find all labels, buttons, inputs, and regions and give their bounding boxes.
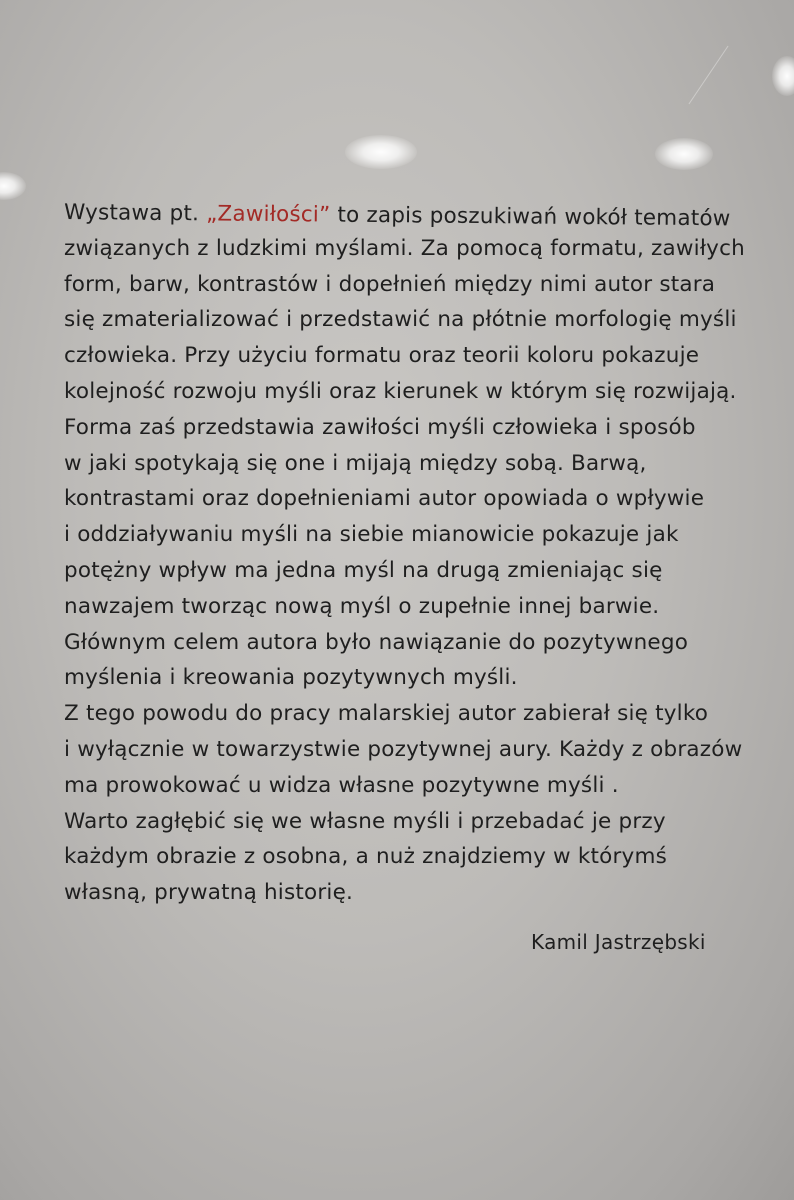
exhibition-title: „Zawiłości” (206, 201, 331, 228)
ceiling-light-reflection (345, 135, 417, 169)
description-line: człowieka. Przy użyciu formatu oraz teorii koloru pokazuje (64, 343, 700, 369)
ceiling-light-reflection (0, 172, 26, 200)
description-intro: Wystawa pt. (63, 200, 207, 227)
description-line: Warto zagłębić się we własne myśli i przebadać je przy (64, 808, 666, 834)
description-line: własną, prywatną historię. (64, 880, 354, 906)
description-line: kontrastami oraz dopełnieniami autor opowiada o wpływie (64, 486, 705, 512)
description-intro-rest: to zapis poszukiwań wokół tematów (330, 202, 731, 232)
description-line: związanych z ludzkimi myślami. Za pomocą formatu, zawiłych (64, 235, 745, 261)
exhibition-description (63, 195, 745, 911)
author-signature: Kamil Jastrzębski (531, 930, 706, 954)
description-line: Forma zaś przedstawia zawiłości myśli człowieka i sposób (64, 414, 696, 440)
description-line: w jaki spotykają się one i mijają między sobą. Barwą, (64, 450, 647, 476)
description-line: każdym obrazie z osobna, a nuż znajdziemy w którymś (64, 844, 668, 870)
description-line: i oddziaływaniu myśli na siebie mianowicie pokazuje jak (64, 522, 679, 548)
description-line: myślenia i kreowania pozytywnych myśli. (64, 665, 518, 691)
surface-glare-line (689, 46, 729, 105)
description-line: nawzajem tworząc nową myśl o zupełnie innej barwie. (64, 593, 660, 619)
ceiling-light-reflection (655, 138, 713, 170)
description-line: się zmaterializować i przedstawić na płótnie morfologię myśli (64, 307, 737, 333)
description-line: form, barw, kontrastów i dopełnień między nimi autor stara (64, 271, 716, 297)
description-line: Głównym celem autora było nawiązanie do pozytywnego (64, 629, 689, 655)
ceiling-light-reflection (772, 56, 794, 96)
description-line: i wyłącznie w towarzystwie pozytywnej aury. Każdy z obrazów (64, 736, 743, 762)
description-line: Z tego powodu do pracy malarskiej autor zabierał się tylko (64, 701, 709, 727)
description-line: potężny wpływ ma jedna myśl na drugą zmieniając się (64, 557, 663, 583)
description-line (63, 195, 731, 237)
description-line: ma prowokować u widza własne pozytywne myśli . (64, 772, 619, 798)
description-line: kolejność rozwoju myśli oraz kierunek w którym się rozwijają. (64, 378, 737, 404)
